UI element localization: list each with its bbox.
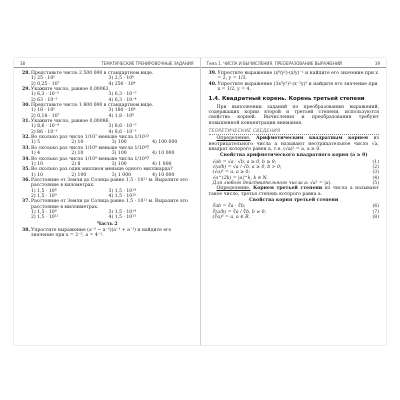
problem-number: 38. <box>22 227 30 233</box>
problem <box>22 199 193 210</box>
problem-text: Упростите выражение (a⁻³ − a⁻²)(a⁻¹ + a⁻¹) и найдите его значение при x = 2⁻³, a = 4⁻². <box>31 227 172 239</box>
answer-options <box>22 189 193 200</box>
problem-text: Представьте число 1 800 000 в стандартном виде. <box>31 103 154 109</box>
problem-number: 34. <box>22 156 30 162</box>
section-title: 1.4. Квадратный корень. Корень третьей степени <box>208 96 365 103</box>
answer-options <box>22 124 193 135</box>
left-page <box>14 58 201 345</box>
answer-option: 3) 2,5 · 10⁶ <box>108 76 135 82</box>
problem-text: Расстояние от Земли до Солнца равно 1,5 · 10¹¹ м. Выразите это расстояние в километрах. <box>31 177 188 189</box>
formula: √a^(2k) = |a|^k, k ∈ N. <box>212 175 268 181</box>
answer-option: 1) 10 <box>31 172 44 178</box>
right-content <box>201 68 387 220</box>
answer-option: 1) 4 <box>31 151 41 157</box>
problem-text: Расстояние от Земли до Солнца равно 1,5 · 10¹¹ м. Выразите это расстояние в миллиметрах. <box>31 199 188 210</box>
problem-number: 31. <box>22 119 30 125</box>
formula: ∛ab = ∛a · ∛b; <box>212 204 246 210</box>
answer-option: 2) 10 <box>71 140 84 146</box>
right-running-title: Тема 1. ЧИСЛА И ВЫЧИСЛЕНИЯ. ПРЕОБРАЗОВАНИЕ ВЫРАЖЕНИЙ <box>206 61 342 66</box>
answer-option: 1) 25 · 10⁵ <box>31 76 56 82</box>
answer-option: 4) 1,8 · 10⁶ <box>108 113 135 119</box>
answer-options <box>22 108 193 119</box>
formulas-cbrt <box>209 204 380 220</box>
formula-number: (8) <box>372 215 379 221</box>
answer-options <box>22 76 193 87</box>
section-intro: При выполнении заданий по преобразованию выражений, содержащих корни второй и третьей степени, используются свойства корней. Вычисления и преобразования требуют повышенной концентрации внимания. <box>208 104 379 126</box>
problem-text: Укажите число, равное 0,00086. <box>31 119 110 125</box>
answer-option: 4) 10 000 <box>152 172 175 178</box>
answer-option: 3) 100 <box>111 161 127 167</box>
right-page <box>201 58 387 345</box>
right-problems <box>209 71 380 92</box>
answer-option: 4) 1,5 · 10¹⁰ <box>108 193 136 199</box>
answer-option: 3) 1,5 · 10¹⁴ <box>108 188 136 194</box>
problem-number: 28. <box>22 71 30 76</box>
properties-title-sqrt: Свойства арифметического квадратного корня (a ≥ 0) <box>219 153 368 159</box>
answer-option: 3) 180 · 10⁴ <box>108 108 136 114</box>
answer-option: 3) 1,5 · 10¹⁴ <box>108 209 136 215</box>
problem-text: Во сколько раз один миллион меньше одного миллиарда? <box>31 167 173 173</box>
answer-option: 1) 1,5 · 10⁸ <box>31 209 57 215</box>
problem-number: 32. <box>22 135 30 141</box>
answer-option: 1) 10 <box>31 161 44 167</box>
properties-title-cbrt: Свойства корня третьей степени <box>249 198 339 204</box>
formula-number: (3) <box>372 170 379 176</box>
problem-text: Во сколько раз число 1/10⁸ меньше числа 1/10⁴? <box>31 145 150 151</box>
formula-row <box>209 215 380 220</box>
formula: √ab = √a · √b, a ≥ 0, b ≥ 0; <box>212 159 277 165</box>
definition-term: Арифметическим квадратным корнем <box>255 136 368 142</box>
formula-number: (6) <box>372 204 379 210</box>
left-running-head <box>14 58 200 68</box>
answer-option: 3) 8,6 · 10⁻⁵ <box>108 124 137 130</box>
problem-text: Упростите выражение (x⁸/y²)·(x/y)⁻¹ и найдите его значение при x = 2, y = 1/3. <box>217 71 378 82</box>
answer-option: 2) 100 <box>71 172 87 178</box>
problem-number: 35. <box>22 167 30 173</box>
problem <box>209 82 380 93</box>
definition-label: Определение. <box>216 186 251 192</box>
answer-option: 4) 10 000 <box>152 151 175 157</box>
right-page-number: 39 <box>374 61 380 66</box>
answer-option: 3) 1 000 <box>111 172 132 178</box>
answer-option: 1) 1,5 · 10⁸ <box>31 188 57 194</box>
answer-option: 1) 6,3 · 10⁻³ <box>31 92 59 98</box>
definition-cbrt <box>209 186 380 197</box>
problem-number: 36. <box>22 177 30 183</box>
answer-option: 4) 250 · 10⁴ <box>108 81 136 87</box>
formula-number: (7) <box>372 209 379 215</box>
formulas-sqrt <box>209 160 380 187</box>
answer-option: 3) 100 <box>111 140 127 146</box>
answer-option: 4) 100 000 <box>152 140 178 146</box>
problem-number: 37. <box>22 199 30 205</box>
answer-option: 4) 1 000 <box>152 161 172 167</box>
definition-label: Определение. <box>216 136 251 142</box>
formula-number: (5) <box>372 181 379 187</box>
answer-option: 2) 1,5 · 10¹² <box>31 215 59 221</box>
problem <box>22 178 193 189</box>
left-problems <box>14 68 200 239</box>
problem-number: 33. <box>22 145 30 151</box>
formula: (√a)² = a, a ≥ 0; <box>212 170 250 176</box>
answer-option: 1) 8,6 · 10⁻⁴ <box>31 124 59 130</box>
left-page-number: 38 <box>20 61 26 66</box>
answer-option: 2) 8 <box>71 161 81 167</box>
problem-text: Упростите выражение (3x²y³)²·(x⁻¹y)³ и найдите его значение при x = 1/2, y = 4. <box>217 81 378 93</box>
problem <box>209 71 380 82</box>
answer-option: 3) 6,3 · 10⁻⁵ <box>108 92 137 98</box>
answer-option: 1) 18 · 10⁵ <box>31 108 56 114</box>
theory-heading: ТЕОРЕТИЧЕСКИЕ СВЕДЕНИЯ <box>209 129 380 135</box>
answer-option: 1) 5 <box>31 140 41 146</box>
formula: ∛(a/b) = ∛a / ∛b, b ≠ 0; <box>212 209 267 215</box>
definition-text: из числа a называют такое число, третья степень которого равна a. <box>208 186 379 197</box>
answer-option: 4) 8,6 · 10⁻³ <box>108 129 137 135</box>
formula-number: (1) <box>372 159 379 165</box>
formula: Для любого действительного числа a: √a² = |a|. <box>212 181 332 187</box>
answer-option: 2) 1,5 · 10⁹ <box>31 193 57 199</box>
problem-number: 39. <box>208 71 217 76</box>
problem-text: Во сколько раз число 1/10⁹ меньше числа 1/10⁸? <box>31 156 150 162</box>
problem <box>22 228 193 239</box>
formula-number: (4) <box>372 175 379 181</box>
part-title: Часть 2 <box>96 221 118 227</box>
answer-option: 2) 86 · 10⁻³ <box>31 129 58 135</box>
problem-number: 40. <box>208 81 217 87</box>
left-running-title: ТЕМАТИЧЕСКИЕ ТРЕНИРОВОЧНЫЕ ЗАДАНИЯ <box>101 61 194 66</box>
problem-number: 30. <box>22 103 30 109</box>
answer-option: 2) 0,18 · 10⁷ <box>31 113 60 119</box>
answer-option: 4) 6,3 · 10⁻⁴ <box>108 97 137 103</box>
problem-number: 29. <box>22 87 30 93</box>
answer-option: 4) 1,5 · 10¹³ <box>108 215 136 221</box>
formula-number: (2) <box>372 165 379 171</box>
right-running-head <box>201 58 387 68</box>
problem-text: Во сколько раз число 1/10⁷ меньше числа 1/10²? <box>31 135 150 141</box>
formula: (∛a)³ = a, a ∈ R. <box>212 215 250 221</box>
answer-option: 2) 63 · 10⁻³ <box>31 97 58 103</box>
answer-option: 2) 10 <box>71 151 84 157</box>
definition-text: из неотрицательного числа a называют неотрицательное число √a, квадрат которого равен a, т.е. (√a)² = a, a ≥ 0. <box>208 136 380 152</box>
answer-options <box>22 92 193 103</box>
definition-sqrt <box>209 136 380 152</box>
problem-text: Представьте число 2 500 000 в стандартном виде. <box>31 71 154 76</box>
problem-text: Укажите число, равное 0,00063. <box>31 87 110 93</box>
answer-option: 2) 0,25 · 10⁷ <box>31 81 60 87</box>
definition-term: Корнем третьей степени <box>253 186 323 192</box>
answer-option: 3) 100 <box>111 151 127 157</box>
answer-options <box>22 210 193 221</box>
book-spread <box>14 58 386 345</box>
formula: √(a/b) = √a / √b, a ≥ 0, b > 0; <box>212 165 282 171</box>
